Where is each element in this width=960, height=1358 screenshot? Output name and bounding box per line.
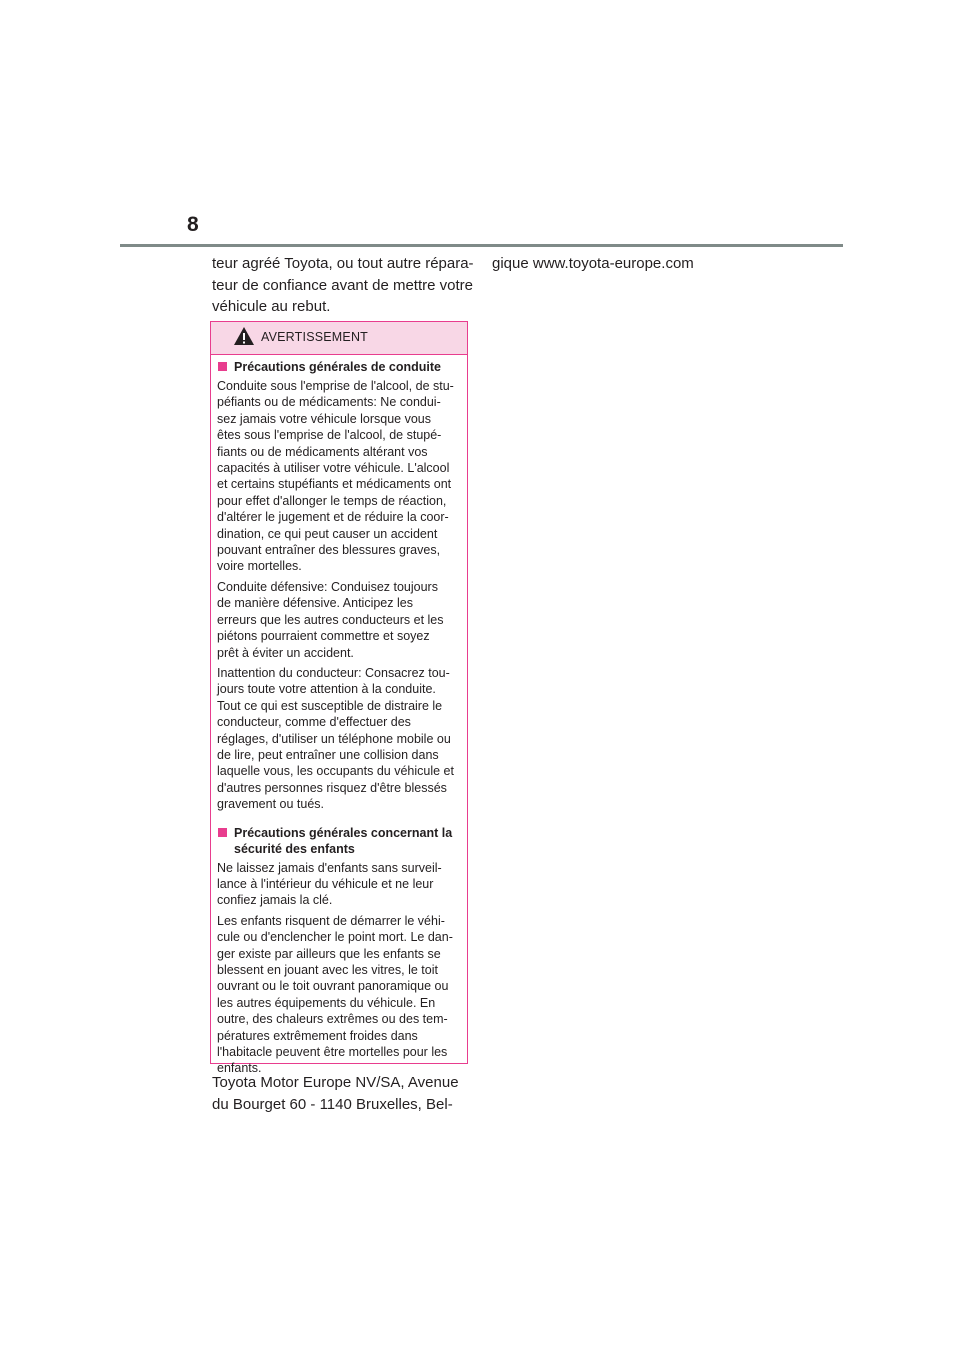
section-paragraph: Ne laissez jamais d'enfants sans surveil- lance à l'intérieur du véhicule et ne leur confiez jamais la clé. [217, 860, 442, 908]
warning-section-children [217, 825, 461, 1077]
warning-header [211, 322, 467, 355]
header-rule [120, 244, 843, 247]
square-bullet-icon [218, 362, 227, 371]
warning-body [211, 355, 467, 1077]
warning-title: AVERTISSEMENT [261, 330, 369, 344]
page-number: 8 [187, 213, 199, 236]
section-paragraph: Les enfants risquent de démarrer le véhi- cule ou d'enclencher le point mort. Le dan- ger existe par ailleurs que les enfants se blessent en jouant avec les vitres, le toit ouvrant ou le toit ouvrant panoramique ou les autres équipements du véhicule. En outre, des chaleurs extrêmes ou des tem- pératures extrêmement froides dans l'habitacle peuvent être mortelles pour les enfants. [217, 913, 453, 1076]
warning-section-driving [217, 359, 461, 813]
section-heading [217, 359, 461, 375]
section-paragraph: Conduite défensive: Conduisez toujours de manière défensive. Anticipez les erreurs que les autres conducteurs et les piétons pourraient commettre et soyez prêt à éviter un accident. [217, 579, 444, 660]
right-column-text: gique www.toyota-europe.com [492, 255, 694, 272]
square-bullet-icon [218, 828, 227, 837]
left-column-address-text: Toyota Motor Europe NV/SA, Avenue du Bourget 60 - 1140 Bruxelles, Bel- [212, 1074, 459, 1113]
section-heading-text: Précautions générales concernant la sécurité des enfants [234, 825, 453, 856]
left-column-intro-text: teur agréé Toyota, ou tout autre répara- teur de confiance avant de mettre votre véhicule au rebut. [212, 255, 474, 315]
section-heading-text: Précautions générales de conduite [234, 360, 442, 374]
warning-box [210, 321, 468, 1076]
section-paragraph: Inattention du conducteur: Consacrez tou- jours toute votre attention à la conduite. Tout ce qui est susceptible de distraire le conducteur, comme d'effectuer des réglages, d'utiliser un téléphone mobile ou de lire, peut entraîner une collision dans laquelle vous, les occupants du véhicule et d'autres personnes risquez d'être blessés gravement ou tués. [217, 665, 454, 812]
section-heading [217, 825, 461, 857]
warning-triangle-icon [233, 326, 255, 346]
section-paragraph: Conduite sous l'emprise de l'alcool, de stu- péfiants ou de médicaments: Ne condui- sez jamais votre véhicule lorsque vous êtes sous l'emprise de l'alcool, de stupé- fiants ou de médicaments altérant vos capacités à utiliser votre véhicule. L'alcool et certains stupéfiants et médicaments ont pour effet d'allonger le temps de réaction, d'altérer le jugement et de réduire la coor- dination, ce qui peut causer un accident pouvant entraîner des blessures graves, voire mortelles. [217, 379, 454, 574]
